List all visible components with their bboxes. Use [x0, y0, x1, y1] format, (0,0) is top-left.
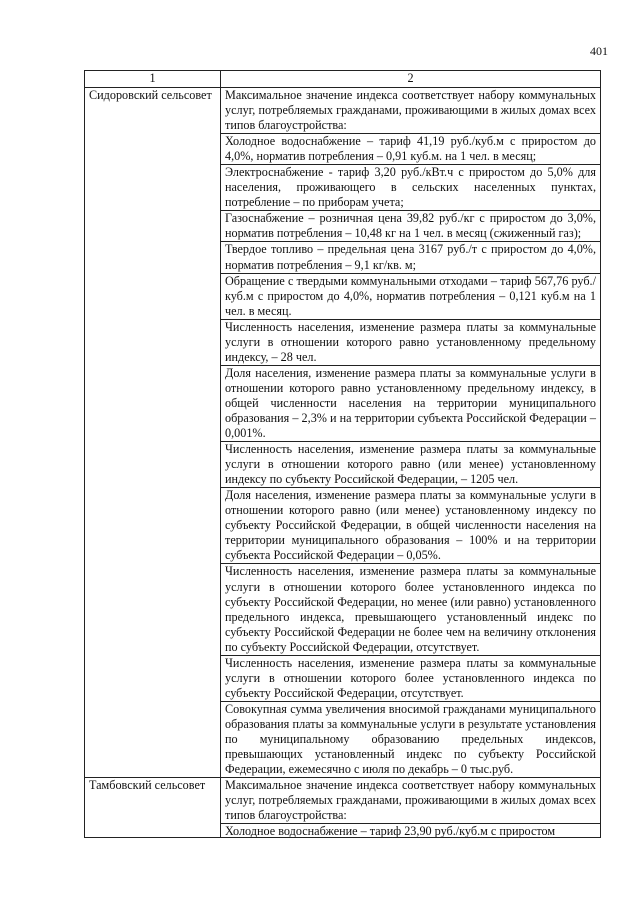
page-number: 401 — [590, 44, 608, 58]
content-cell — [221, 778, 601, 838]
paragraph: Численность населения, изменение размера платы за коммунальные услуги в отношении которого равно установленному предельному индексу, – 28 чел. — [221, 320, 600, 366]
region-cell: Сидоровский сельсовет — [85, 88, 221, 778]
table-row — [85, 88, 601, 778]
column-header-2: 2 — [221, 71, 601, 88]
paragraph: Доля населения, изменение размера платы за коммунальные услуги в отношении которого равно (или менее) установленному индексу по субъекту Российской Федерации, в общей численности населения на территории муниципального образования – 100% и на территории субъекта Российской Федерации – 0,05%. — [221, 488, 600, 564]
document-table — [84, 70, 601, 838]
table-row — [85, 778, 601, 838]
paragraph: Доля населения, изменение размера платы за коммунальные услуги в отношении которого равно установленному предельному индексу, в общей численности населения на территории муниципального образования – 2,3% и на территории субъекта Российской Федерации – 0,001%. — [221, 366, 600, 442]
paragraph: Совокупная сумма увеличения вносимой гражданами муниципального образования платы за коммунальные услуги в результате установления по муниципальному образованию предельных индексов, превышающих установленный индекс по субъекту Российской Федерации, ежемесячно с июля по декабрь – 0 тыс.руб. — [225, 701, 596, 777]
paragraph: Холодное водоснабжение – тариф 41,19 руб./куб.м с приростом до 4,0%, норматив потребления – 0,91 куб.м. на 1 чел. в месяц; — [221, 134, 600, 165]
paragraph: Численность населения, изменение размера платы за коммунальные услуги в отношении которого более установленного индекса по субъекту Российской Федерации, отсутствует. — [221, 656, 600, 702]
paragraph: Газоснабжение – розничная цена 39,82 руб./кг с приростом до 3,0%, норматив потребления – 10,48 кг на 1 чел. в месяц (сжиженный газ); — [221, 211, 600, 242]
paragraph: Электроснабжение - тариф 3,20 руб./кВт.ч с приростом до 5,0% для населения, проживающего в сельских населенных пунктах, потребление – по приборам учета; — [221, 165, 600, 211]
paragraph: Холодное водоснабжение – тариф 23,90 руб./куб.м с приростом — [225, 824, 556, 838]
region-cell: Тамбовский сельсовет — [85, 778, 221, 838]
paragraph: Численность населения, изменение размера платы за коммунальные услуги в отношении которого более установленного индекса по субъекту Российской Федерации, но менее (или равно) установленного предельного индекса, превышающего установленный индекс по субъекту Российской Федерации не более чем на величину отклонения по субъекту Российской Федерации, отсутствует. — [221, 564, 600, 655]
paragraph: Твердое топливо – предельная цена 3167 руб./т с приростом до 4,0%, норматив потребления – 9,1 кг/кв. м; — [221, 242, 600, 273]
paragraph: Численность населения, изменение размера платы за коммунальные услуги в отношении которого равно (или менее) установленному индексу по субъекту Российской Федерации, – 1205 чел. — [221, 442, 600, 488]
paragraph: Обращение с твердыми коммунальными отходами – тариф 567,76 руб./куб.м с приростом до 4,0%, норматив потребления – 0,121 куб.м на 1 чел. в месяц. — [221, 274, 600, 320]
paragraph: Максимальное значение индекса соответствует набору коммунальных услуг, потребляемых гражданами, проживающими в жилых домах всех типов благоустройства: — [221, 88, 600, 134]
content-cell — [221, 88, 601, 778]
column-header-1: 1 — [85, 71, 221, 88]
paragraph: Максимальное значение индекса соответствует набору коммунальных услуг, потребляемых гражданами, проживающими в жилых домах всех типов благоустройства: — [221, 778, 600, 824]
table-header-row — [85, 71, 601, 88]
